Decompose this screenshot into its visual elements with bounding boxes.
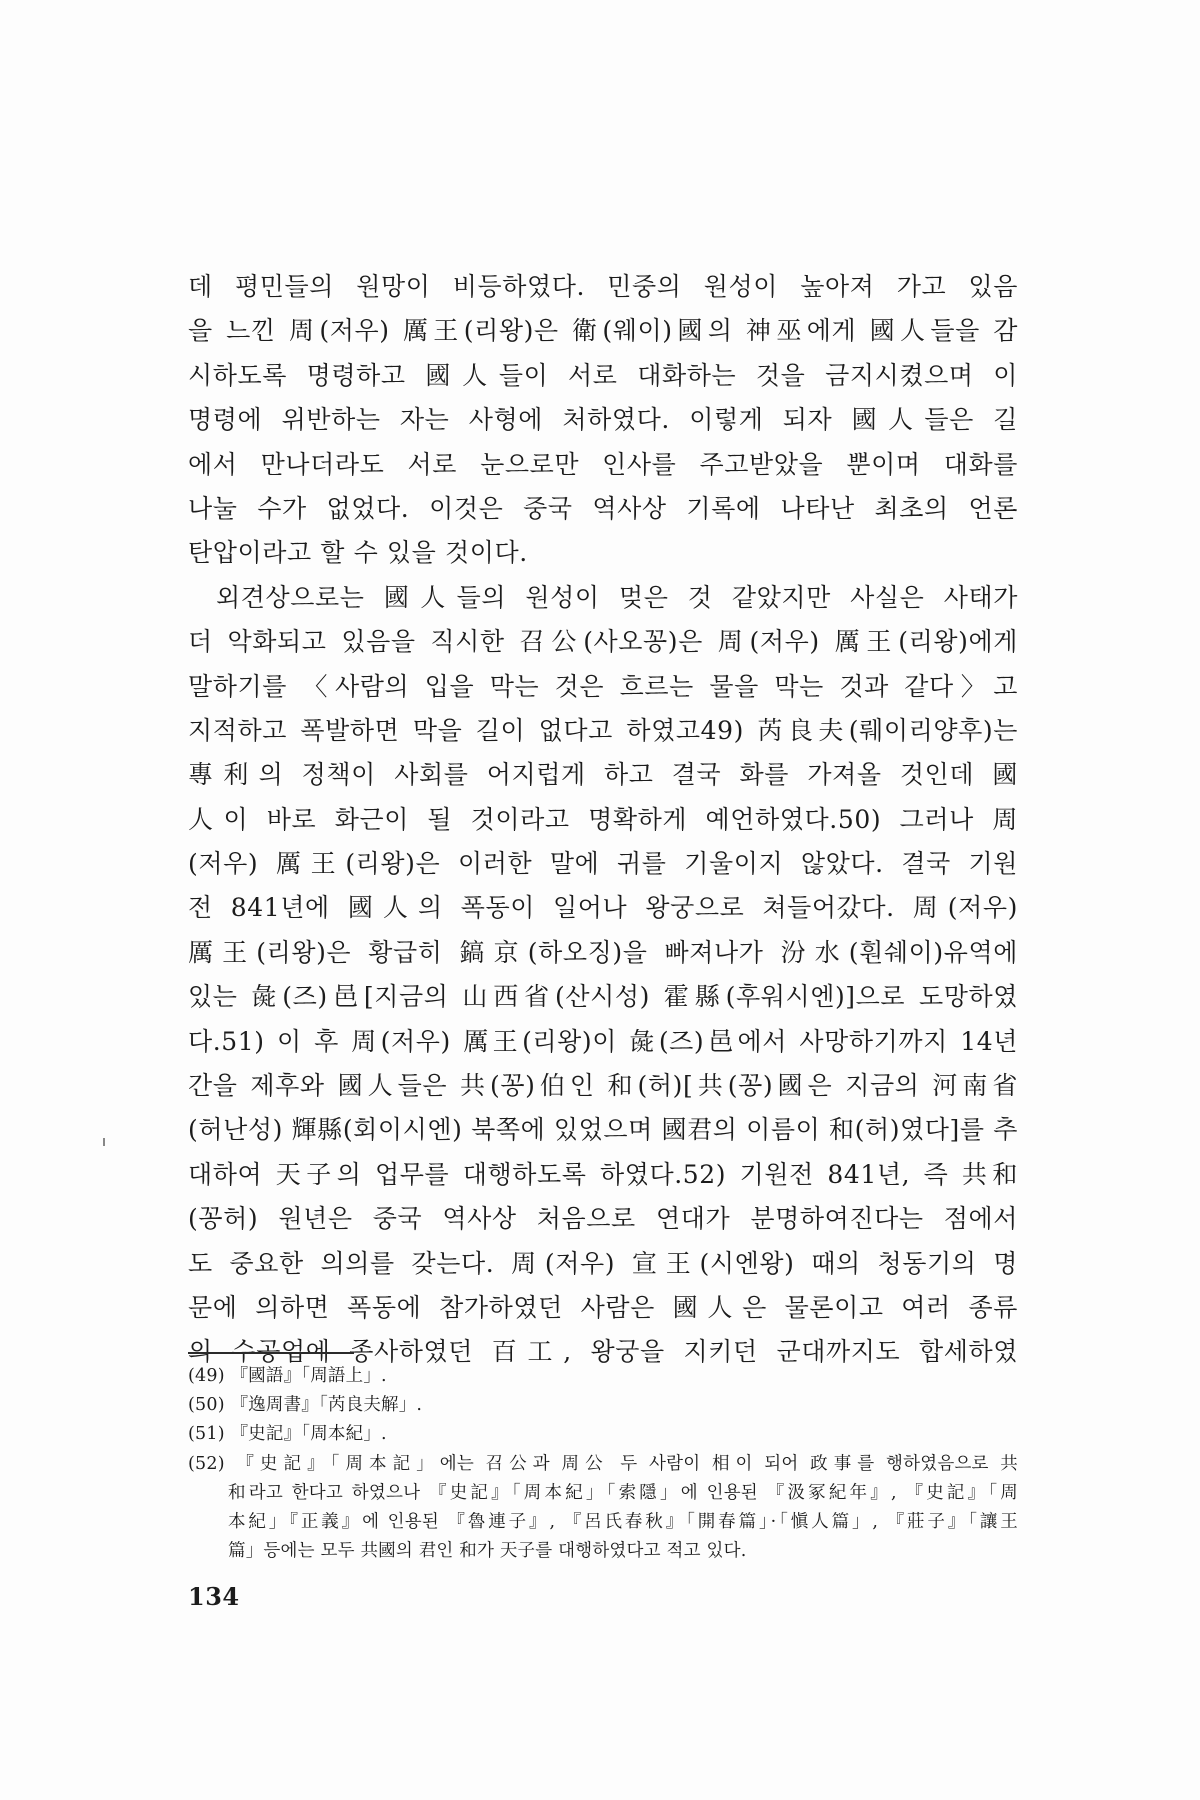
page-number: 134 — [188, 1582, 240, 1611]
footnotes — [188, 1362, 1018, 1566]
main-text — [188, 265, 1018, 1375]
text-line: 전 841년에 國人의 폭동이 일어나 왕궁으로 쳐들어갔다. 周(저우) — [188, 893, 1018, 923]
footnote-52-continued: 本紀」『正義』에 인용된 『魯連子』, 『呂氏春秋』「開春篇」·「愼人篇」, 『莊子』「讓王 — [228, 1511, 1018, 1532]
text-line: 다.51) 이 후 周(저우) 厲王(리왕)이 彘(즈)邑에서 사망하기까지 14년 — [188, 1026, 1018, 1056]
text-line: 의 수공업에 종사하였던 百工, 왕궁을 지키던 군대까지도 합세하였 — [188, 1337, 1018, 1367]
footnote-52-continued: 篇」등에는 모두 共國의 君인 和가 天子를 대행하였다고 적고 있다. — [228, 1541, 747, 1562]
text-line: 에서 만나더라도 서로 눈으로만 인사를 주고받았을 뿐이며 대화를 — [188, 449, 1018, 479]
text-line: 있는 彘(즈)邑[지금의 山西省(산시성) 霍縣(후워시엔)]으로 도망하였 — [188, 982, 1018, 1012]
text-line: (허난성) 輝縣(회이시엔) 북쪽에 있었으며 國君의 이름이 和(허)였다]를 추 — [188, 1115, 1018, 1145]
footnote-49: (49) 『國語』「周語上」. — [188, 1366, 387, 1386]
text-line: 厲王(리왕)은 황급히 鎬京(하오징)을 빠져나가 汾水(훤쉐이)유역에 — [188, 937, 1018, 967]
footnote-52-continued: 和라고 한다고 하였으나 『史記』「周本紀」「索隱」에 인용된 『汲冢紀年』, 『史記』「周 — [228, 1482, 1018, 1503]
text-line: 人이 바로 화근이 될 것이라고 명확하게 예언하였다.50) 그러나 周 — [188, 804, 1018, 834]
text-line: 專利의 정책이 사회를 어지럽게 하고 결국 화를 가져올 것인데 國 — [188, 760, 1018, 790]
footnote-50: (50) 『逸周書』「芮良夫解」. — [188, 1395, 423, 1416]
text-line: 대하여 天子의 업무를 대행하도록 하였다.52) 기원전 841년, 즉 共和 — [188, 1159, 1018, 1189]
text-line: 탄압이라고 할 수 있을 것이다. — [188, 538, 528, 568]
footnote-52: (52) 『史記』「周本記」에는 召公과 周公 두 사람이 相이 되어 政事를 행하였음으로 共 — [188, 1453, 1018, 1474]
text-line: (꽁허) 원년은 중국 역사상 처음으로 연대가 분명하여진다는 점에서 — [188, 1204, 1018, 1234]
text-line: 더 악화되고 있음을 직시한 召公(사오꽁)은 周(저우) 厲王(리왕)에게 — [188, 627, 1018, 657]
text-line: 간을 제후와 國人들은 共(꽁)伯인 和(허)[共(꽁)國은 지금의 河南省 — [188, 1071, 1018, 1101]
text-line: (저우) 厲王(리왕)은 이러한 말에 귀를 기울이지 않았다. 결국 기원 — [188, 849, 1018, 879]
text-line: 명령에 위반하는 자는 사형에 처하였다. 이렇게 되자 國人들은 길 — [188, 405, 1018, 435]
text-line: 데 평민들의 원망이 비등하였다. 민중의 원성이 높아져 가고 있음 — [188, 272, 1018, 301]
text-line: 시하도록 명령하고 國人들이 서로 대화하는 것을 금지시켰으며 이 — [188, 360, 1018, 390]
footnote-divider — [188, 1352, 354, 1354]
footnote-51: (51) 『史記』「周本紀」. — [188, 1424, 387, 1445]
text-line: 을 느낀 周(저우) 厲王(리왕)은 衛(웨이)國의 神巫에게 國人들을 감 — [188, 316, 1018, 346]
text-line: 말하기를 〈사람의 입을 막는 것은 흐르는 물을 막는 것과 같다〉고 — [188, 671, 1018, 701]
text-line: 도 중요한 의의를 갖는다. 周(저우) 宣王(시엔왕) 때의 청동기의 명 — [188, 1248, 1018, 1278]
text-line: 나눌 수가 없었다. 이것은 중국 역사상 기록에 나타난 최초의 언론 — [188, 493, 1018, 523]
scan-speck — [103, 1138, 105, 1146]
text-line: 외견상으로는 國人들의 원성이 멎은 것 같았지만 사실은 사태가 — [216, 582, 1018, 612]
text-line: 문에 의하면 폭동에 참가하였던 사람은 國人은 물론이고 여러 종류 — [188, 1292, 1018, 1322]
text-line: 지적하고 폭발하면 막을 길이 없다고 하였고49) 芮良夫(뤠이리양후)는 — [188, 715, 1018, 745]
